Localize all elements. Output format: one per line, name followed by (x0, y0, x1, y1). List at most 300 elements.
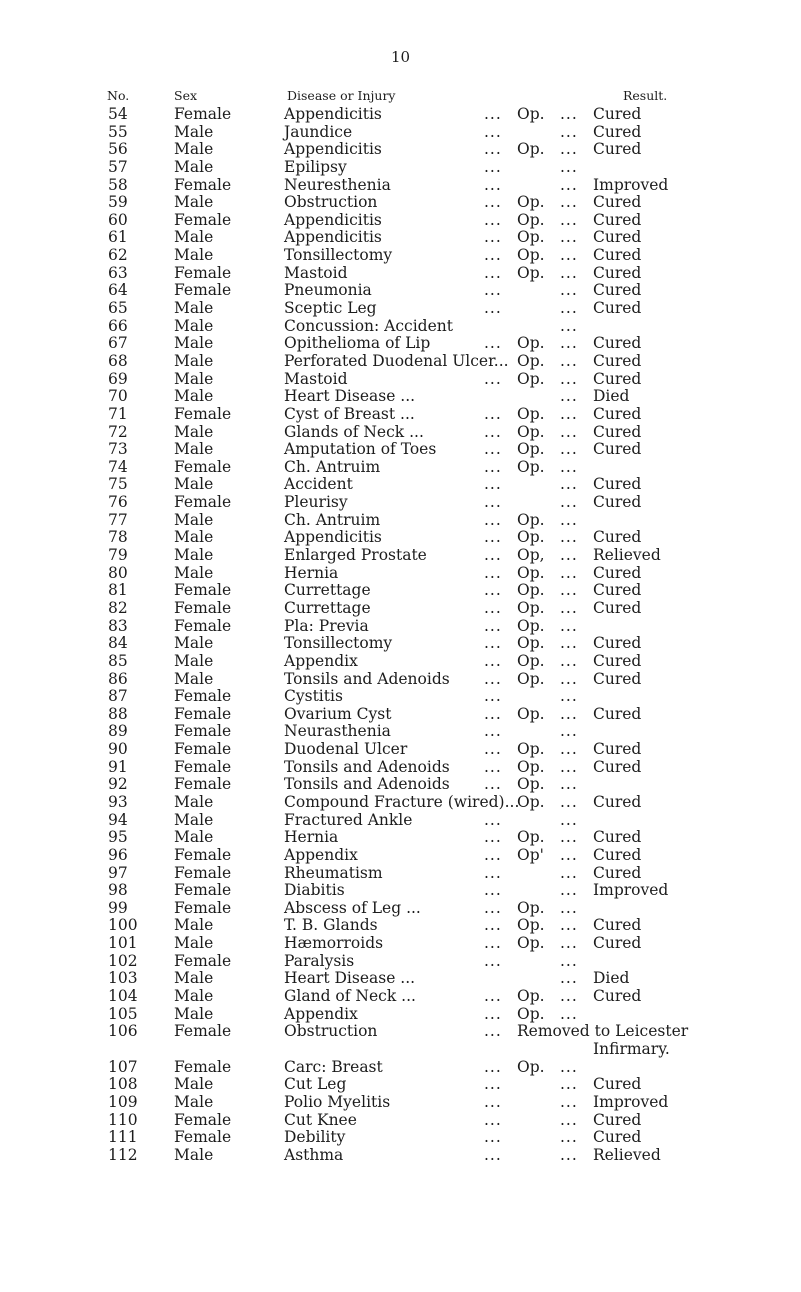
table-row (0, 1147, 801, 1165)
case-number: 102 (108, 951, 138, 970)
case-number: 108 (108, 1075, 138, 1094)
leader-dots: ... (484, 475, 502, 494)
case-number: 91 (108, 757, 128, 776)
case-number: 81 (108, 581, 128, 600)
case-number: 90 (108, 740, 128, 759)
case-disease: Diabitis (284, 881, 345, 900)
case-operation: Op. (517, 1004, 545, 1023)
case-number: 93 (108, 792, 128, 811)
leader-dots: ... (560, 493, 578, 512)
table-row (0, 953, 801, 971)
leader-dots: ... (484, 1022, 502, 1041)
leader-dots: ... (484, 563, 502, 582)
case-number: 105 (108, 1004, 138, 1023)
table-row (0, 1112, 801, 1130)
case-sex: Female (174, 598, 232, 617)
case-result: Cured (593, 740, 642, 759)
case-disease: Epilipsy (284, 157, 347, 176)
leader-dots: ... (484, 105, 502, 123)
case-number: 85 (108, 651, 128, 670)
case-result: Cured (593, 334, 642, 353)
table-row (0, 900, 801, 918)
table-row (0, 547, 801, 565)
case-operation: Op' (517, 845, 544, 864)
leader-dots: ... (484, 775, 502, 794)
case-number: 99 (108, 898, 128, 917)
case-number: 55 (108, 122, 128, 141)
leader-dots: ... (560, 228, 578, 247)
case-operation: Op. (517, 669, 545, 688)
case-number: 98 (108, 881, 128, 900)
case-disease: Concussion: Accident (284, 316, 453, 335)
case-operation: Op. (517, 369, 545, 388)
case-result: Improved (593, 175, 669, 194)
case-number: 103 (108, 969, 138, 988)
case-operation: Op. (517, 634, 545, 653)
case-sex: Male (174, 987, 214, 1006)
case-disease: Tonsils and Adenoids (284, 775, 450, 794)
case-sex: Female (174, 1110, 232, 1129)
case-operation: Op. (517, 422, 545, 441)
leader-dots: ... (560, 634, 578, 653)
case-table (0, 106, 801, 1164)
case-result: Cured (593, 140, 642, 159)
leader-dots: ... (484, 246, 502, 265)
leader-dots: ... (560, 1057, 578, 1076)
case-disease: Neurasthenia (284, 722, 391, 741)
leader-dots: ... (560, 457, 578, 476)
case-operation: Op. (517, 510, 545, 529)
case-result: Cured (593, 422, 642, 441)
case-number: 71 (108, 404, 128, 423)
case-result: Cured (593, 1128, 642, 1147)
case-number: 67 (108, 334, 128, 353)
case-disease: Fractured Ankle (284, 810, 413, 829)
leader-dots: ... (484, 493, 502, 512)
case-sex: Female (174, 1022, 232, 1041)
leader-dots: ... (560, 157, 578, 176)
case-operation: Op. (517, 228, 545, 247)
case-disease: Carc: Breast (284, 1057, 383, 1076)
case-sex: Male (174, 422, 214, 441)
table-row (0, 265, 801, 283)
leader-dots: ... (484, 457, 502, 476)
case-number: 63 (108, 263, 128, 282)
case-result: Cured (593, 246, 642, 265)
table-row (0, 406, 801, 424)
leader-dots: ... (484, 210, 502, 229)
case-sex: Male (174, 122, 214, 141)
leader-dots: ... (560, 475, 578, 494)
case-operation: Op. (517, 916, 545, 935)
case-number: 97 (108, 863, 128, 882)
case-disease: Appendicitis (284, 210, 382, 229)
case-result: Cured (593, 669, 642, 688)
leader-dots: ... (560, 546, 578, 565)
case-operation: Op. (517, 898, 545, 917)
case-disease: Hernia (284, 828, 339, 847)
leader-dots: ... (560, 351, 578, 370)
case-sex: Female (174, 175, 232, 194)
case-result: Cured (593, 987, 642, 1006)
case-result: Cured (593, 704, 642, 723)
leader-dots: ... (560, 387, 578, 406)
leader-dots: ... (484, 598, 502, 617)
table-row (0, 476, 801, 494)
leader-dots: ... (484, 546, 502, 565)
case-disease: Tonsillectomy (284, 246, 393, 265)
case-result: Died (593, 969, 630, 988)
table-row (0, 194, 801, 212)
leader-dots: ... (484, 722, 502, 741)
case-number: 61 (108, 228, 128, 247)
case-operation: Removed to Leicester (517, 1022, 689, 1041)
leader-dots: ... (484, 845, 502, 864)
case-number: 88 (108, 704, 128, 723)
case-disease: Heart Disease ... (284, 387, 416, 406)
leader-dots: ... (560, 246, 578, 265)
case-sex: Male (174, 193, 214, 212)
table-row (0, 565, 801, 583)
table-row (0, 229, 801, 247)
case-operation: Op. (517, 651, 545, 670)
case-result: Cured (593, 281, 642, 300)
case-result: Cured (593, 792, 642, 811)
table-row (0, 212, 801, 230)
leader-dots: ... (484, 704, 502, 723)
case-result: Died (593, 387, 630, 406)
case-disease: Enlarged Prostate (284, 546, 427, 565)
header-no: No. (107, 88, 130, 103)
leader-dots: ... (484, 828, 502, 847)
leader-dots: ... (560, 210, 578, 229)
case-result: Cured (593, 651, 642, 670)
case-number: 79 (108, 546, 128, 565)
leader-dots: ... (560, 898, 578, 917)
case-number: 111 (108, 1128, 138, 1147)
case-result: Cured (593, 228, 642, 247)
case-number: 84 (108, 634, 128, 653)
leader-dots: ... (484, 1092, 502, 1111)
case-number: 69 (108, 369, 128, 388)
case-sex: Female (174, 757, 232, 776)
case-result: Cured (593, 934, 642, 953)
table-row (0, 618, 801, 636)
case-sex: Female (174, 1128, 232, 1147)
case-sex: Female (174, 457, 232, 476)
case-number: 82 (108, 598, 128, 617)
case-disease: Asthma (284, 1145, 344, 1164)
header-sex: Sex (174, 88, 198, 103)
case-result: Improved (593, 881, 669, 900)
case-sex: Male (174, 969, 214, 988)
table-row (0, 865, 801, 883)
table-row (0, 494, 801, 512)
case-sex: Female (174, 263, 232, 282)
table-row (0, 688, 801, 706)
case-disease: Mastoid (284, 369, 348, 388)
table-row (0, 1023, 801, 1041)
case-operation: Op. (517, 987, 545, 1006)
leader-dots: ... (484, 987, 502, 1006)
leader-dots: ... (484, 810, 502, 829)
table-row (0, 1076, 801, 1094)
table-row (0, 371, 801, 389)
case-operation: Op. (517, 210, 545, 229)
case-sex: Male (174, 140, 214, 159)
case-number: 76 (108, 493, 128, 512)
case-disease: Appendicitis (284, 528, 382, 547)
case-disease: Pla: Previa (284, 616, 369, 635)
leader-dots: ... (560, 263, 578, 282)
table-row (0, 723, 801, 741)
leader-dots: ... (484, 1128, 502, 1147)
case-operation: Op. (517, 740, 545, 759)
table-row (0, 706, 801, 724)
case-disease: Pleurisy (284, 493, 348, 512)
leader-dots: ... (484, 281, 502, 300)
case-number: 86 (108, 669, 128, 688)
case-disease: Ch. Antruim (284, 457, 381, 476)
leader-dots: ... (484, 422, 502, 441)
table-row (0, 847, 801, 865)
leader-dots: ... (560, 687, 578, 706)
case-operation: Op. (517, 457, 545, 476)
case-number: 83 (108, 616, 128, 635)
case-disease: Appendicitis (284, 140, 382, 159)
case-sex: Male (174, 934, 214, 953)
case-sex: Female (174, 493, 232, 512)
case-disease: Obstruction (284, 193, 378, 212)
case-sex: Female (174, 704, 232, 723)
leader-dots: ... (560, 1128, 578, 1147)
table-row (0, 1059, 801, 1077)
leader-dots: ... (560, 740, 578, 759)
table-row (0, 318, 801, 336)
leader-dots: ... (484, 193, 502, 212)
leader-dots: ... (560, 1075, 578, 1094)
case-result: Cured (593, 210, 642, 229)
case-disease: Ch. Antruim (284, 510, 381, 529)
case-disease: Mastoid (284, 263, 348, 282)
table-row (0, 935, 801, 953)
leader-dots: ... (560, 1004, 578, 1023)
case-sex: Male (174, 1004, 214, 1023)
leader-dots: ... (484, 299, 502, 318)
leader-dots: ... (560, 863, 578, 882)
leader-dots: ... (560, 404, 578, 423)
table-row (0, 529, 801, 547)
case-operation: Op. (517, 1057, 545, 1076)
case-sex: Male (174, 1145, 214, 1164)
case-operation: Op. (517, 581, 545, 600)
case-disease: Compound Fracture (wired)... (284, 792, 520, 811)
leader-dots: ... (560, 704, 578, 723)
table-row (0, 300, 801, 318)
case-result: Cured (593, 845, 642, 864)
case-number: 58 (108, 175, 128, 194)
leader-dots: ... (484, 934, 502, 953)
case-number: 72 (108, 422, 128, 441)
leader-dots: ... (484, 263, 502, 282)
case-operation: Op. (517, 351, 545, 370)
leader-dots: ... (560, 881, 578, 900)
case-disease: Polio Myelitis (284, 1092, 391, 1111)
leader-dots: ... (484, 404, 502, 423)
case-number: 110 (108, 1110, 138, 1129)
leader-dots: ... (484, 634, 502, 653)
case-number: 60 (108, 210, 128, 229)
case-sex: Female (174, 105, 232, 123)
leader-dots: ... (560, 1092, 578, 1111)
case-sex: Male (174, 546, 214, 565)
table-row (0, 988, 801, 1006)
leader-dots: ... (484, 881, 502, 900)
case-sex: Male (174, 387, 214, 406)
case-sex: Male (174, 510, 214, 529)
case-sex: Male (174, 792, 214, 811)
case-number: 109 (108, 1092, 138, 1111)
case-result: Cured (593, 916, 642, 935)
leader-dots: ... (560, 1145, 578, 1164)
case-disease: Tonsils and Adenoids (284, 757, 450, 776)
leader-dots: ... (484, 1057, 502, 1076)
case-disease: Tonsillectomy (284, 634, 393, 653)
leader-dots: ... (484, 440, 502, 459)
leader-dots: ... (560, 934, 578, 953)
case-number: 92 (108, 775, 128, 794)
leader-dots: ... (560, 299, 578, 318)
case-number: 56 (108, 140, 128, 159)
table-row (0, 441, 801, 459)
case-disease: Glands of Neck ... (284, 422, 424, 441)
table-row (0, 671, 801, 689)
header-result: Result. (623, 88, 668, 103)
case-operation: Op. (517, 263, 545, 282)
case-operation: Op. (517, 440, 545, 459)
leader-dots: ... (484, 740, 502, 759)
case-sex: Male (174, 528, 214, 547)
case-number: 65 (108, 299, 128, 318)
leader-dots: ... (560, 175, 578, 194)
case-number: 87 (108, 687, 128, 706)
case-sex: Female (174, 740, 232, 759)
case-operation: Op. (517, 334, 545, 353)
leader-dots: ... (484, 528, 502, 547)
case-disease: Debility (284, 1128, 346, 1147)
case-operation: Op. (517, 140, 545, 159)
case-number: 70 (108, 387, 128, 406)
leader-dots: ... (560, 969, 578, 988)
leader-dots: ... (484, 140, 502, 159)
case-disease: Currettage (284, 598, 371, 617)
leader-dots: ... (484, 951, 502, 970)
table-row (0, 917, 801, 935)
case-disease: Neuresthenia (284, 175, 391, 194)
leader-dots: ... (560, 669, 578, 688)
case-disease: Appendix (284, 1004, 358, 1023)
case-disease: Sceptic Leg (284, 299, 377, 318)
case-result: Cured (593, 351, 642, 370)
leader-dots: ... (560, 281, 578, 300)
case-sex: Female (174, 581, 232, 600)
case-disease: Duodenal Ulcer (284, 740, 408, 759)
case-disease: Paralysis (284, 951, 355, 970)
case-number: 57 (108, 157, 128, 176)
case-operation: Op. (517, 792, 545, 811)
page-number: 10 (390, 48, 411, 66)
table-row (0, 759, 801, 777)
case-disease: Jaundice (284, 122, 353, 141)
case-sex: Male (174, 916, 214, 935)
case-sex: Male (174, 316, 214, 335)
leader-dots: ... (484, 510, 502, 529)
table-row (0, 970, 801, 988)
case-sex: Female (174, 898, 232, 917)
case-sex: Male (174, 563, 214, 582)
table-row (0, 177, 801, 195)
case-result: Cured (593, 263, 642, 282)
case-sex: Female (174, 881, 232, 900)
case-number: 62 (108, 246, 128, 265)
case-result: Cured (593, 1075, 642, 1094)
case-disease: Perforated Duodenal Ulcer... (284, 351, 509, 370)
leader-dots: ... (560, 951, 578, 970)
case-sex: Male (174, 810, 214, 829)
case-sex: Female (174, 404, 232, 423)
case-sex: Female (174, 1057, 232, 1076)
table-row (0, 582, 801, 600)
leader-dots: ... (484, 687, 502, 706)
case-sex: Female (174, 687, 232, 706)
case-result: Cured (593, 828, 642, 847)
case-result: Cured (593, 122, 642, 141)
leader-dots: ... (560, 528, 578, 547)
case-number: 77 (108, 510, 128, 529)
leader-dots: ... (484, 122, 502, 141)
header-disease: Disease or Injury (287, 88, 396, 103)
leader-dots: ... (560, 122, 578, 141)
case-result: Cured (593, 1110, 642, 1129)
table-row (0, 459, 801, 477)
case-disease: Heart Disease ... (284, 969, 416, 988)
case-disease: Cyst of Breast ... (284, 404, 415, 423)
leader-dots: ... (484, 616, 502, 635)
case-operation: Op. (517, 404, 545, 423)
case-disease: Hæmorroids (284, 934, 384, 953)
table-row (0, 106, 801, 124)
case-result: Cured (593, 404, 642, 423)
case-disease: Rheumatism (284, 863, 383, 882)
leader-dots: ... (484, 157, 502, 176)
case-disease: Tonsils and Adenoids (284, 669, 450, 688)
table-row (0, 1129, 801, 1147)
table-row (0, 335, 801, 353)
case-disease: Cystitis (284, 687, 343, 706)
case-result: Improved (593, 1092, 669, 1111)
leader-dots: ... (560, 563, 578, 582)
leader-dots: ... (560, 316, 578, 335)
table-row (0, 1041, 801, 1059)
case-result: Cured (593, 581, 642, 600)
leader-dots: ... (560, 987, 578, 1006)
case-number: 73 (108, 440, 128, 459)
case-disease: Opithelioma of Lip (284, 334, 431, 353)
case-number: 95 (108, 828, 128, 847)
case-sex: Male (174, 828, 214, 847)
case-sex: Female (174, 210, 232, 229)
case-disease: Ovarium Cyst (284, 704, 392, 723)
